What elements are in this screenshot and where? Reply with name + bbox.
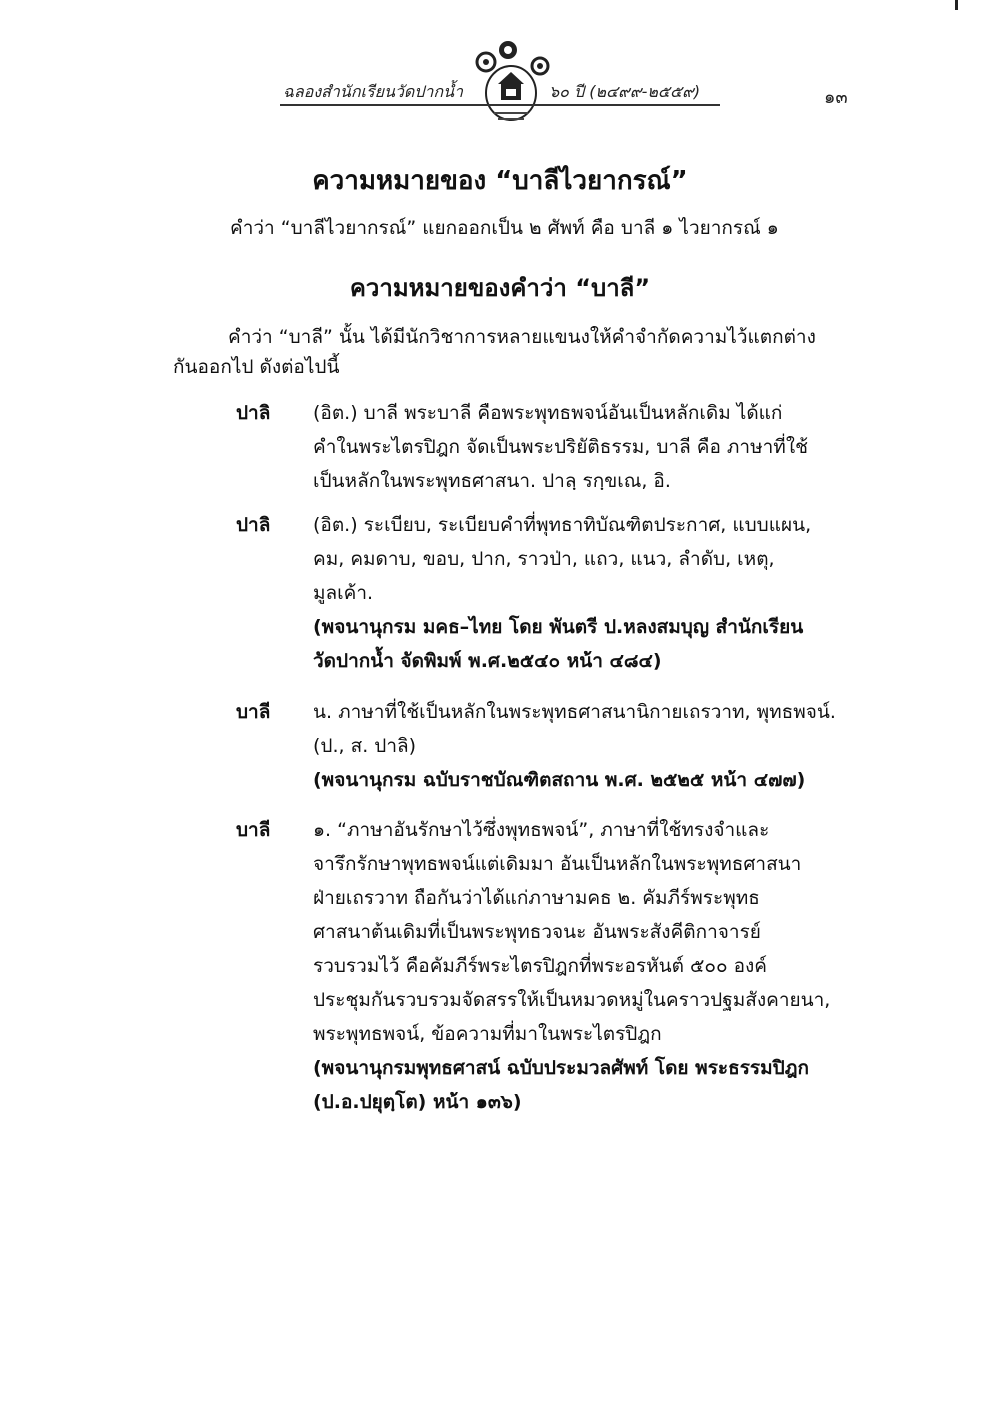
- subtitle: คำว่า “บาลีไวยากรณ์” แยกออกเป็น ๒ ศัพท์ คือ บาลี ๑ ไวยากรณ์ ๑: [230, 217, 779, 239]
- entry-term: ปาลิ: [236, 402, 271, 424]
- entry-line: ฝ่ายเถรวาท ถือกันว่าได้แก่ภาษามคธ ๒. คัมภีร์พระพุทธ: [313, 887, 760, 909]
- entry-body: [313, 695, 858, 797]
- page-title: ความหมายของ “บาลีไวยากรณ์”: [312, 166, 688, 196]
- entry-line: เป็นหลักในพระพุทธศาสนา. ปาลฺ รกฺขเณ, อิ.: [313, 470, 671, 492]
- entry-line: รวบรวมไว้ คือคัมภีร์พระไตรปิฎกที่พระอรหันต์ ๕๐๐ องค์: [313, 955, 768, 977]
- entry-source: วัดปากน้ำ จัดพิมพ์ พ.ศ.๒๕๔๐ หน้า ๔๘๔): [313, 650, 662, 672]
- entry-line: (อิต.) ระเบียบ, ระเบียบคำที่พุทธาทิบัณฑิตประกาศ, แบบแผน,: [313, 514, 812, 536]
- entry-term: ปาลิ: [236, 514, 271, 536]
- entry-body: [313, 813, 858, 1119]
- entry-line: (ป., ส. ปาลิ): [313, 735, 417, 757]
- entry-body: [313, 508, 858, 678]
- entry-term: บาลี: [236, 701, 271, 723]
- header-divider: [280, 104, 720, 106]
- entry-line: มูลเค้า.: [313, 582, 374, 604]
- intro-line: คำว่า “บาลี” นั้น ได้มีนักวิชาการหลายแขนงให้คำจำกัดความไว้แตกต่าง: [228, 326, 816, 348]
- entry-source: (ป.อ.ปยุตฺโต) หน้า ๑๓๖): [313, 1091, 522, 1113]
- intro-paragraph: [173, 322, 853, 382]
- entry-line: พระพุทธพจน์, ข้อความที่มาในพระไตรปิฎก: [313, 1023, 662, 1045]
- entry-line: จารึกรักษาพุทธพจน์แต่เดิมมา อันเป็นหลักในพระพุทธศาสนา: [313, 853, 802, 875]
- header-anniversary: ๖๐ ปี (๒๔๙๙-๒๕๕๙): [549, 82, 701, 101]
- page-number: ๑๓: [824, 87, 848, 108]
- entry-line: คำในพระไตรปิฎก จัดเป็นพระปริยัติธรรม, บาลี คือ ภาษาที่ใช้: [313, 436, 808, 458]
- intro-line: กันออกไป ดังต่อไปนี้: [173, 356, 340, 378]
- entry-line: คม, คมดาบ, ขอบ, ปาก, ราวป่า, แถว, แนว, ลำดับ, เหตุ,: [313, 548, 775, 570]
- entry-body: [313, 396, 858, 498]
- entry-line: ๑. “ภาษาอันรักษาไว้ซึ่งพุทธพจน์”, ภาษาที่ใช้ทรงจำและ: [313, 819, 770, 841]
- section-title: ความหมายของคำว่า “บาลี”: [349, 274, 651, 302]
- entry-line: น. ภาษาที่ใช้เป็นหลักในพระพุทธศาสนานิกายเถรวาท, พุทธพจน์.: [313, 701, 836, 723]
- entry-line: ศาสนาต้นเดิมที่เป็นพระพุทธวจนะ อันพระสังคีติกาจารย์: [313, 921, 761, 943]
- header-title: ฉลองสำนักเรียนวัดปากน้ำ: [283, 82, 463, 101]
- entry-source: (พจนานุกรมพุทธศาสน์ ฉบับประมวลศัพท์ โดย พระธรรมปิฎก: [313, 1057, 809, 1079]
- entry-term: บาลี: [236, 819, 271, 841]
- temple-seal-logo: [470, 38, 552, 130]
- entry-source: (พจนานุกรม ฉบับราชบัณฑิตสถาน พ.ศ. ๒๕๒๕ หน้า ๔๗๗): [313, 769, 806, 791]
- entry-line: (อิต.) บาลี พระบาลี คือพระพุทธพจน์อันเป็นหลักเดิม ได้แก่: [313, 402, 783, 424]
- entry-line: ประชุมกันรวบรวมจัดสรรให้เป็นหมวดหมู่ในคราวปฐมสังคายนา,: [313, 989, 831, 1011]
- entry-source: (พจนานุกรม มคธ–ไทย โดย พันตรี ป.หลงสมบุญ สำนักเรียน: [313, 616, 804, 638]
- page-edge-mark: [955, 0, 958, 10]
